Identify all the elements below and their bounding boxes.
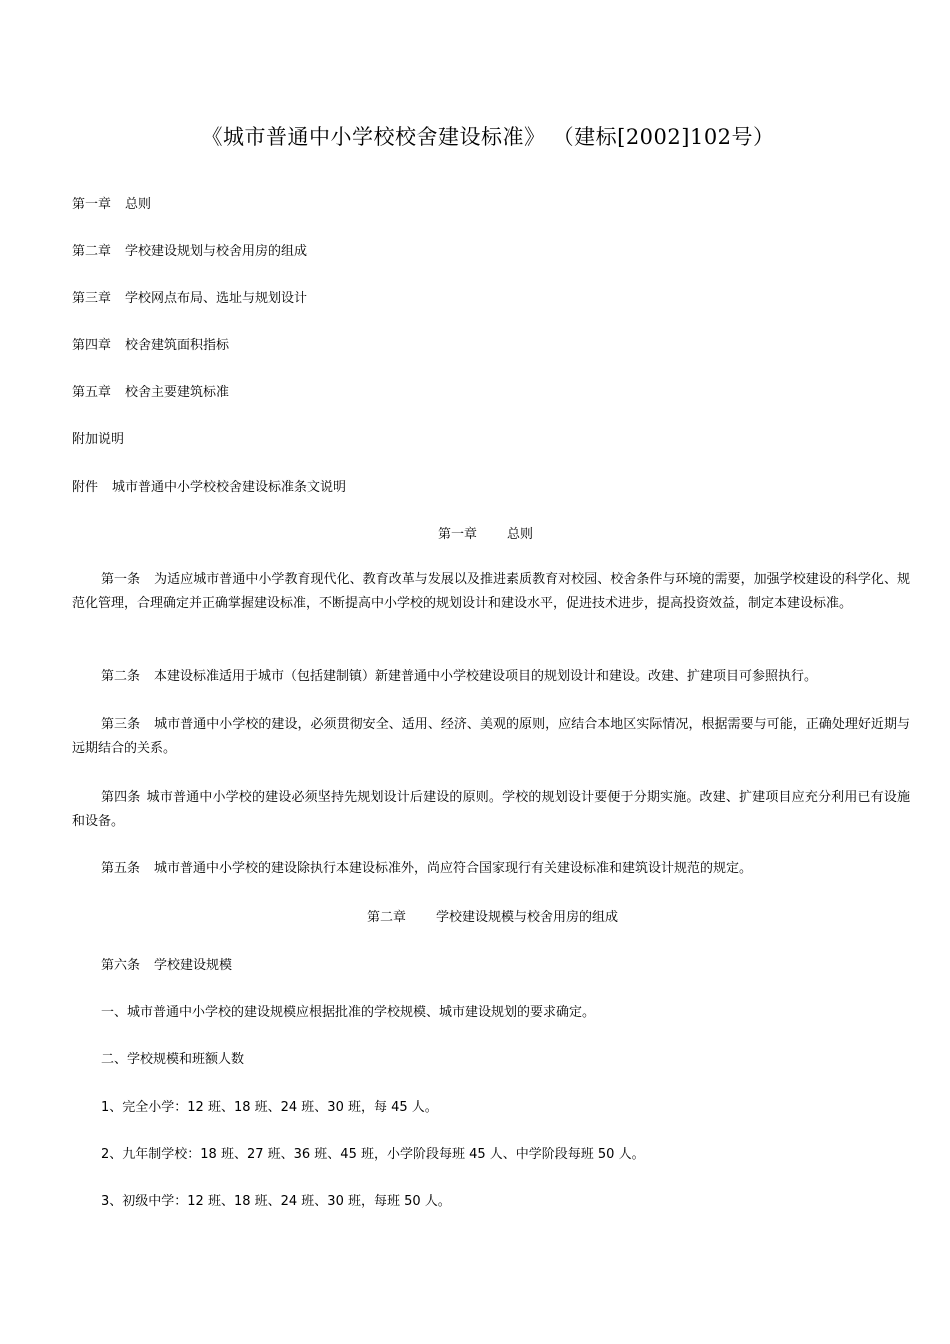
article-number: 第四条 <box>101 790 141 805</box>
chapter-title: 总则 <box>507 527 534 542</box>
toc-item <box>72 428 124 447</box>
toc-attachment-label: 附件 <box>72 480 99 495</box>
clause-line: 1、完全小学：12 班、18 班、24 班、30 班，每 45 人。 <box>101 1100 438 1115</box>
article-title: 学校建设规模 <box>154 958 233 973</box>
article-heading <box>101 954 232 973</box>
article-text: 为适应城市普通中小学教育现代化、教育改革与发展以及推进素质教育对校园、校舍条件与环境的需要，加强学校建设的科学化、规范化管理，合理确定并正确掌握建设标准，不断提高中小学校的规划设计和建设水平，促进技术进步，提高投资效益，制定本建设标准。 <box>72 572 910 611</box>
clause-line: 2、九年制学校：18 班、27 班、36 班、45 班，小学阶段每班 45 人、中学阶段每班 50 人。 <box>101 1147 645 1162</box>
toc-appendix-note: 附加说明 <box>72 432 125 447</box>
article-text: 本建设标准适用于城市（包括建制镇）新建普通中小学校建设项目的规划设计和建设。改建、扩建项目可参照执行。 <box>154 669 818 684</box>
toc-chapter-title: 学校建设规划与校舍用房的组成 <box>125 244 308 259</box>
toc-chapter-title: 校舍建筑面积指标 <box>125 338 230 353</box>
article-number: 第六条 <box>101 958 141 973</box>
article-number: 第三条 <box>101 717 141 732</box>
article-paragraph <box>72 568 910 616</box>
chapter-heading <box>438 523 533 542</box>
clause-line: 二、学校规模和班额人数 <box>101 1052 245 1067</box>
document-title: 《城市普通中小学校校舍建设标准》 （建标[2002]102号） <box>201 125 775 149</box>
toc-chapter-title: 总则 <box>125 197 152 212</box>
toc-item <box>72 193 151 212</box>
chapter-title: 学校建设规模与校舍用房的组成 <box>436 910 619 925</box>
chapter-number: 第二章 <box>367 910 407 925</box>
toc-chapter-number: 第四章 <box>72 338 112 353</box>
toc-chapter-number: 第二章 <box>72 244 112 259</box>
toc-attachment-title: 城市普通中小学校校舍建设标准条文说明 <box>112 480 347 495</box>
toc-chapter-title: 学校网点布局、选址与规划设计 <box>125 291 308 306</box>
toc-item <box>72 476 346 495</box>
article-text: 城市普通中小学校的建设，必须贯彻安全、适用、经济、美观的原则，应结合本地区实际情况，根据需要与可能，正确处理好近期与远期结合的关系。 <box>72 717 910 756</box>
chapter-heading <box>367 906 618 925</box>
toc-chapter-number: 第五章 <box>72 385 112 400</box>
article-text: 城市普通中小学校的建设除执行本建设标准外，尚应符合国家现行有关建设标准和建筑设计规范的规定。 <box>154 861 753 876</box>
article-paragraph <box>72 713 910 761</box>
toc-chapter-number: 第三章 <box>72 291 112 306</box>
toc-item <box>72 334 229 353</box>
article-paragraph <box>72 786 910 834</box>
chapter-number: 第一章 <box>438 527 478 542</box>
toc-item <box>72 381 229 400</box>
article-text: 城市普通中小学校的建设必须坚持先规划设计后建设的原则。学校的规划设计要便于分期实施。改建、扩建项目应充分利用已有设施和设备。 <box>72 790 910 829</box>
article-paragraph <box>72 665 910 689</box>
clause-line: 一、城市普通中小学校的建设规模应根据批准的学校规模、城市建设规划的要求确定。 <box>101 1005 596 1020</box>
article-paragraph <box>72 857 910 881</box>
article-number: 第五条 <box>101 861 141 876</box>
toc-chapter-number: 第一章 <box>72 197 112 212</box>
toc-item <box>72 240 307 259</box>
article-number: 第一条 <box>101 572 141 587</box>
clause-line: 3、初级中学：12 班、18 班、24 班、30 班，每班 50 人。 <box>101 1194 451 1209</box>
article-number: 第二条 <box>101 669 141 684</box>
toc-item <box>72 287 307 306</box>
toc-chapter-title: 校舍主要建筑标准 <box>125 385 230 400</box>
